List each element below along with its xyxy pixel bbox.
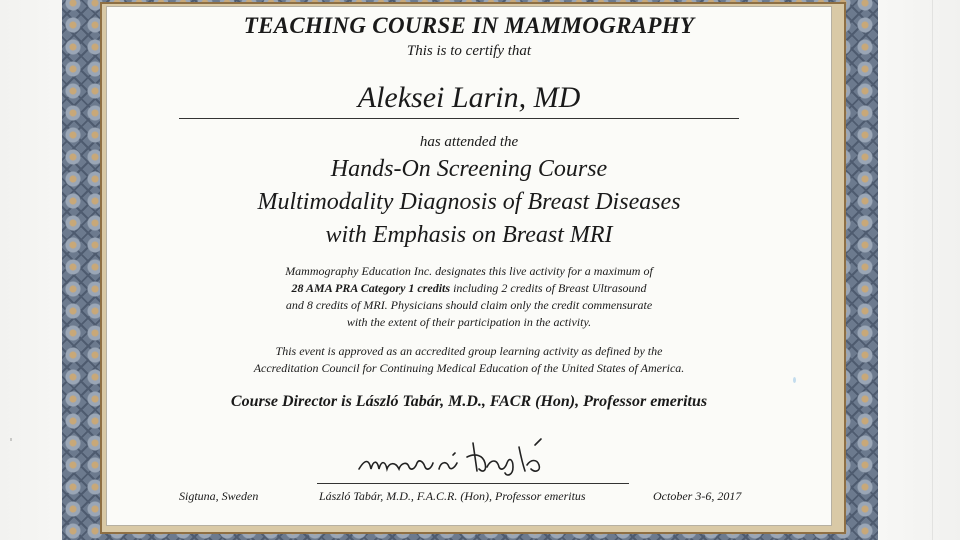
attended-line: has attended the bbox=[419, 134, 519, 150]
scan-edge-left bbox=[10, 438, 12, 441]
course-director-line: Course Director is László Tabár, M.D., FACR (Hon), Professor emeritus bbox=[230, 393, 708, 410]
recipient-name: Aleksei Larin, MD bbox=[357, 81, 581, 114]
course-line: with Emphasis on Breast MRI bbox=[325, 222, 613, 248]
name-underline bbox=[179, 118, 739, 119]
scan-edge-right bbox=[932, 0, 933, 540]
signature-line bbox=[317, 483, 629, 484]
certificate-title: TEACHING COURSE IN MAMMOGRAPHY bbox=[243, 13, 695, 38]
credits-line: with the extent of their participation in the activity. bbox=[346, 315, 592, 329]
course-line: Multimodality Diagnosis of Breast Diseases bbox=[257, 189, 681, 215]
credits-line: and 8 credits of MRI. Physicians should claim only the credit commensurate bbox=[285, 298, 653, 312]
course-line: Hands-On Screening Course bbox=[330, 156, 608, 182]
certificate-sheet bbox=[106, 6, 832, 526]
credits-bold: 28 AMA PRA Category 1 credits bbox=[291, 281, 451, 295]
footer-place: Sigtuna, Sweden bbox=[179, 489, 259, 503]
credits-line bbox=[107, 280, 831, 297]
accreditation-line: Accreditation Council for Continuing Medical Education of the United States of America. bbox=[253, 361, 685, 375]
footer-signatory: László Tabár, M.D., F.A.C.R. (Hon), Professor emeritus bbox=[319, 489, 586, 503]
certify-line: This is to certify that bbox=[406, 43, 532, 59]
handwritten-signature bbox=[355, 433, 585, 479]
credits-paragraph bbox=[107, 263, 831, 331]
footer-date: October 3-6, 2017 bbox=[653, 489, 742, 503]
credits-line: Mammography Education Inc. designates this live activity for a maximum of bbox=[285, 264, 653, 278]
course-title-block bbox=[107, 153, 831, 252]
accreditation-line: This event is approved as an accredited group learning activity as defined by the bbox=[275, 344, 663, 358]
credits-line-rest: including 2 credits of Breast Ultrasound bbox=[450, 281, 647, 295]
accreditation-paragraph bbox=[107, 343, 831, 377]
scan-speck bbox=[793, 377, 796, 383]
